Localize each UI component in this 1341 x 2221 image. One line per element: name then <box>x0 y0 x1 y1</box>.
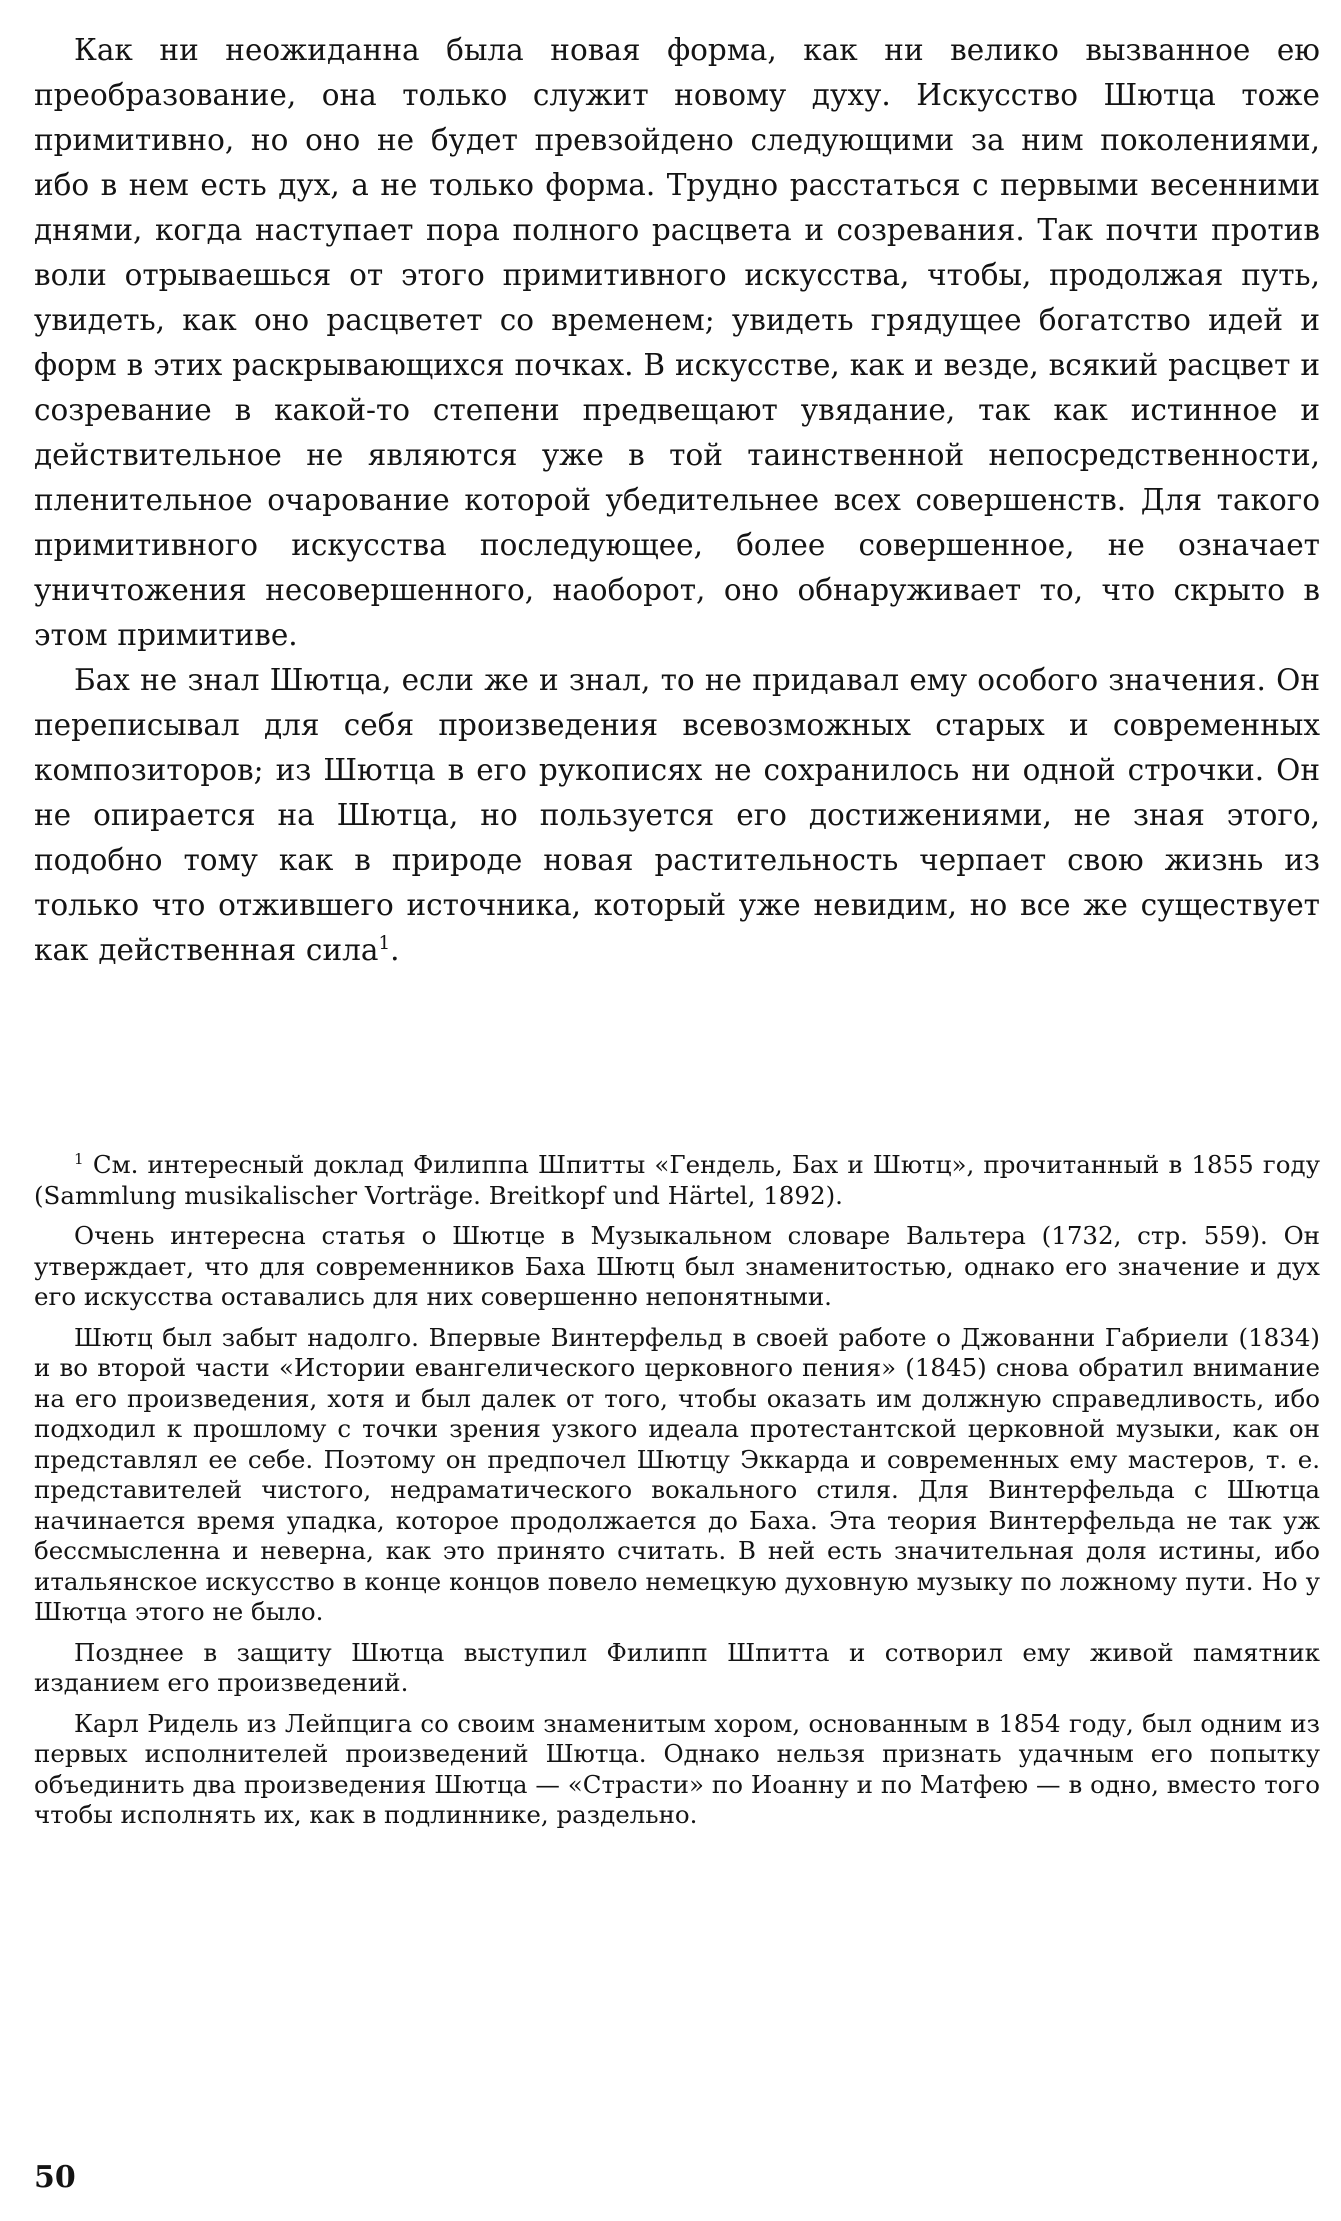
footnote-paragraph-3: Шютц был забыт надолго. Впервые Винтерфельд в своей работе о Джованни Габриели (1834) и во второй части «Истории евангелического церковного пения» (1845) снова обратил внимание на его произведения, хотя и был далек от того, чтобы оказать им должную справедливость, ибо подходил к прошлому с точки зрения узкого идеала протестантской церковной музыки, как он представлял ее себе. Поэтому он предпочел Шютцу Эккарда и современных ему мастеров, т. е. представителей чистого, недраматического вокального стиля. Для Винтерфельда с Шютца начинается время упадка, которое продолжается до Баха. Эта теория Винтерфельда не так уж бессмысленна и неверна, как это принято считать. В ней есть значительная доля истины, ибо итальянское искусство в конце концов повело немецкую духовную музыку по ложному пути. Но у Шютца этого не было. <box>34 1322 1320 1626</box>
footnote-1-text: См. интересный доклад Филиппа Шпитты «Гендель, Бах и Шютц», прочитанный в 1855 году (Sammlung musikalischer Vorträge. Breitkopf und Härtel, 1892). <box>34 1150 1320 1210</box>
main-paragraph-2 <box>34 658 1320 973</box>
main-paragraph-1: Как ни неожиданна была новая форма, как ни велико вызванное ею преобразование, она только служит новому духу. Искусство Шютца тоже примитивно, но оно не будет превзойдено следующими за ним поколениями, ибо в нем есть дух, а не только форма. Трудно расстаться с первыми весенними днями, когда наступает пора полного расцвета и созревания. Так почти против воли отрываешься от этого примитивного искусства, чтобы, продолжая путь, увидеть, как оно расцветет со временем; увидеть грядущее богатство идей и форм в этих раскрывающихся почках. В искусстве, как и везде, всякий расцвет и созревание в какой-то степени предвещают увядание, так как истинное и действительное не являются уже в той таинственной непосредственности, пленительное очарование которой убедительнее всех совершенств. Для такого примитивного искусства последующее, более совершенное, не означает уничтожения несовершенного, наоборот, оно обнаруживает то, что скрыто в этом примитиве. <box>34 33 1320 652</box>
footnote-1 <box>34 1150 1320 1211</box>
footnotes-block <box>34 1150 1320 1841</box>
page-number: 50 <box>34 2160 76 2195</box>
footnote-paragraph-5: Карл Ридель из Лейпцига со своим знаменитым хором, основанным в 1854 году, был одним из первых исполнителей произведений Шютца. Однако нельзя признать удачным его попытку объединить два произведения Шютца — «Страсти» по Иоанну и по Матфею — в одно, вместо того чтобы исполнять их, как в подлиннике, раздельно. <box>34 1708 1320 1829</box>
footnote-marker-1: 1 <box>74 1149 84 1168</box>
main-paragraph-2-end: . <box>390 933 400 967</box>
main-paragraph-2-text: Бах не знал Шютца, если же и знал, то не придавал ему особого значения. Он переписывал для себя произведения всевозможных старых и современных композиторов; из Шютца в его рукописях не сохранилось ни одной строчки. Он не опирается на Шютца, но пользуется его достижениями, не зная этого, подобно тому как в природе новая растительность черпает свою жизнь из только что отжившего источника, который уже невидим, но все же существует как действенная сила <box>34 663 1320 967</box>
footnote-paragraph-4: Позднее в защиту Шютца выступил Филипп Шпитта и сотворил ему живой памятник изданием его произведений. <box>34 1637 1320 1697</box>
footnote-paragraph-2: Очень интересна статья о Шютце в Музыкальном словаре Вальтера (1732, стр. 559). Он утверждает, что для современников Баха Шютц был знаменитостью, однако его значение и дух его искусства оставались для них совершенно непонятными. <box>34 1221 1320 1311</box>
footnote-reference-1: 1 <box>378 933 391 955</box>
main-text-block <box>34 28 1320 973</box>
